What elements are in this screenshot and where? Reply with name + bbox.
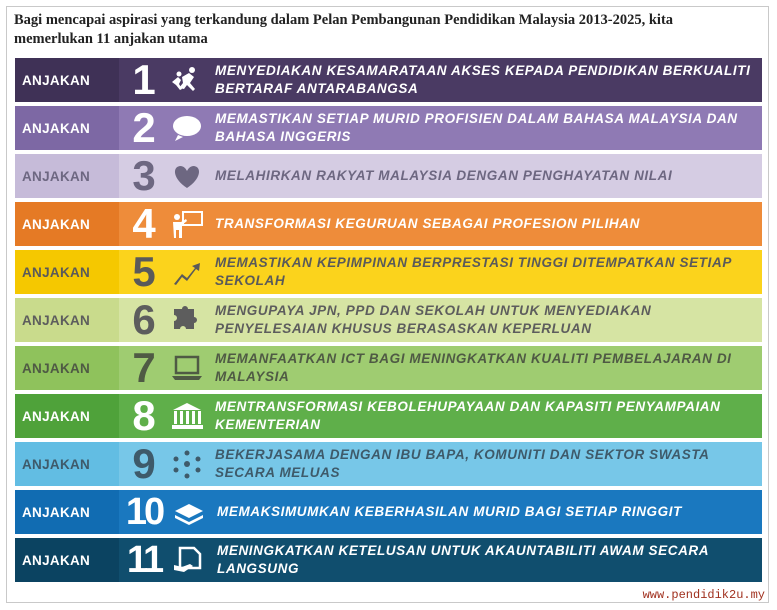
anjakan-row [15,298,762,342]
source-watermark: www.pendidik2u.my [642,588,765,602]
anjakan-label: ANJAKAN [15,490,119,534]
anjakan-number: 5 [132,250,154,294]
anjakan-label: ANJAKAN [15,58,119,102]
anjakan-label: ANJAKAN [15,442,119,486]
anjakan-description: TRANSFORMASI KEGURUAN SEBAGAI PROFESION PILIHAN [215,216,640,231]
anjakan-label: ANJAKAN [15,538,119,582]
anjakan-number: 1 [132,58,154,102]
anjakan-row [15,346,762,390]
anjakan-description: MEMASTIKAN KEPIMPINAN BERPRESTASI TINGGI DITEMPATKAN SETIAP SEKOLAH [215,255,732,288]
anjakan-label: ANJAKAN [15,394,119,438]
anjakan-description: MEMANFAATKAN ICT BAGI MENINGKATKAN KUALITI PEMBELAJARAN DI MALAYSIA [215,351,732,384]
people-circle-icon [167,447,207,481]
anjakan-description: MENTRANSFORMASI KEBOLEHUPAYAAN DAN KAPASITI PENYAMPAIAN KEMENTERIAN [215,399,721,432]
anjakan-description: MELAHIRKAN RAKYAT MALAYSIA DENGAN PENGHAYATAN NILAI [215,168,673,183]
anjakan-row [15,394,762,438]
anjakan-label: ANJAKAN [15,202,119,246]
anjakan-row [15,202,762,246]
anjakan-row [15,490,762,534]
teacher-board-icon [167,207,207,241]
puzzle-tools-icon [167,303,207,337]
money-stack-icon [169,495,209,529]
anjakan-description: MENGUPAYA JPN, PPD DAN SEKOLAH UNTUK MENYEDIAKAN PENYELESAIAN KHUSUS BERASASKAN KEPERLUAN [215,303,652,336]
anjakan-number: 3 [132,154,154,198]
anjakan-row [15,106,762,150]
anjakan-label: ANJAKAN [15,346,119,390]
anjakan-description: MEMASTIKAN SETIAP MURID PROFISIEN DALAM BAHASA MALAYSIA DAN BAHASA INGGERIS [215,111,738,144]
heart-hands-icon [167,159,207,193]
anjakan-description: MENINGKATKAN KETELUSAN UNTUK AKAUNTABILITI AWAM SECARA LANGSUNG [217,543,709,576]
anjakan-label: ANJAKAN [15,106,119,150]
running-people-icon [167,63,207,97]
anjakan-row [15,154,762,198]
anjakan-label: ANJAKAN [15,250,119,294]
anjakan-row [15,58,762,102]
anjakan-number: 9 [132,442,154,486]
anjakan-row [15,538,762,582]
anjakan-description: MENYEDIAKAN KESAMARATAAN AKSES KEPADA PENDIDIKAN BERKUALITI BERTARAF ANTARABANGSA [215,63,751,96]
anjakan-label: ANJAKAN [15,154,119,198]
anjakan-row [15,442,762,486]
anjakan-number: 11 [126,539,162,581]
anjakan-number: 6 [132,298,154,342]
anjakan-number: 4 [132,202,154,246]
anjakan-number: 10 [125,491,163,533]
anjakan-number: 7 [132,346,154,390]
anjakan-description: BEKERJASAMA DENGAN IBU BAPA, KOMUNITI DAN SEKTOR SWASTA SECARA MELUAS [215,447,710,480]
anjakan-number: 2 [132,106,154,150]
speech-heads-icon [167,111,207,145]
anjakan-number: 8 [132,394,154,438]
anjakan-row [15,250,762,294]
page-title: Bagi mencapai aspirasi yang terkandung dalam Pelan Pembangunan Pendidikan Malaysia 2013-2025, kita memerlukan 11 anjakan utama [14,12,674,47]
anjakan-description: MEMAKSIMUMKAN KEBERHASILAN MURID BAGI SETIAP RINGGIT [217,504,682,519]
document-hand-icon [169,543,209,577]
anjakan-label: ANJAKAN [15,298,119,342]
government-building-icon [167,399,207,433]
climbing-arrow-icon [167,255,207,289]
laptop-icon [167,351,207,385]
anjakan-list [15,58,762,586]
